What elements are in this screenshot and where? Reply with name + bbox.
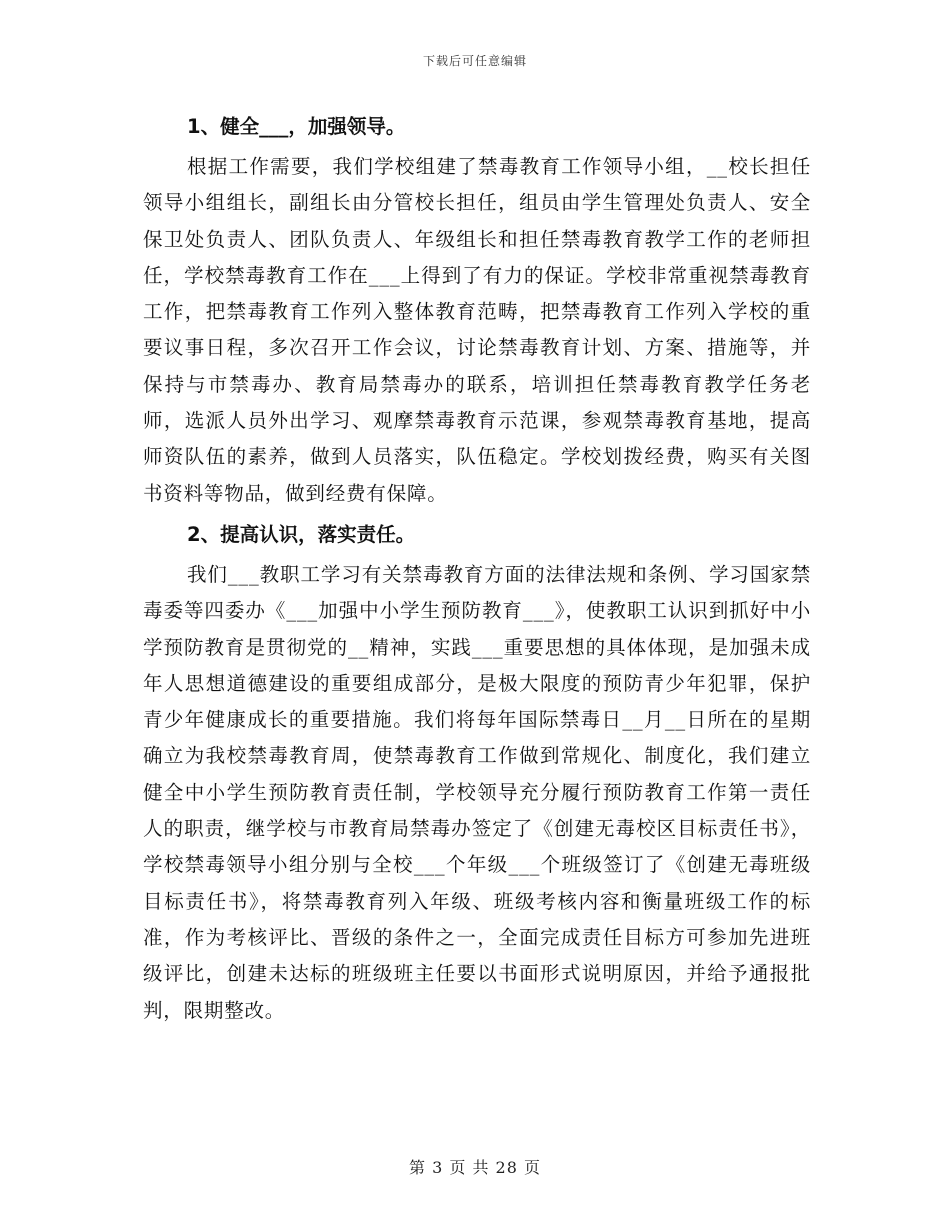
section-2 — [143, 516, 811, 1029]
document-body — [143, 108, 811, 1033]
section-1 — [143, 108, 811, 512]
section-paragraph: 我们___教职工学习有关禁毒教育方面的法律法规和条例、学习国家禁毒委等四委办《___加强中小学生预防教育___》，使教职工认识到抓好中小学预防教育是贯彻党的__精神，实践___重要思想的具体体现，是加强未成年人思想道德建设的重要组成部分，是极大限度的预防青少年犯罪，保护青少年健康成长的重要措施。我们将每年国际禁毒日__月__日所在的星期确立为我校禁毒教育周，使禁毒教育工作做到常规化、制度化，我们建立健全中小学生预防教育责任制，学校领导充分履行预防教育工作第一责任人的职责，继学校与市教育局禁毒办签定了《创建无毒校区目标责任书》，学校禁毒领导小组分别与全校___个年级___个班级签订了《创建无毒班级目标责任书》，将禁毒教育列入年级、班级考核内容和衡量班级工作的标准，作为考核评比、晋级的条件之一，全面完成责任目标方可参加先进班级评比，创建未达标的班级班主任要以书面形式说明原因，并给予通报批判，限期整改。 — [143, 562, 811, 1022]
section-heading: 1、健全___，加强领导。 — [187, 115, 406, 138]
section-paragraph: 根据工作需要，我们学校组建了禁毒教育工作领导小组，__校长担任领导小组组长，副组长由分管校长担任，组员由学生管理处负责人、安全保卫处负责人、团队负责人、年级组长和担任禁毒教育教学工作的老师担任，学校禁毒教育工作在___上得到了有力的保证。学校非常重视禁毒教育工作，把禁毒教育工作列入整体教育范畴，把禁毒教育工作列入学校的重要议事日程，多次召开工作会议，讨论禁毒教育计划、方案、措施等，并保持与市禁毒办、教育局禁毒办的联系，培训担任禁毒教育教学任务老师，选派人员外出学习、观摩禁毒教育示范课，参观禁毒教育基地，提高师资队伍的素养，做到人员落实，队伍稳定。学校划拨经费，购买有关图书资料等物品，做到经费有保障。 — [143, 155, 811, 505]
page-number: 第 3 页 共 28 页 — [409, 1158, 541, 1177]
page-header-note: 下载后可任意编辑 — [422, 54, 527, 68]
section-heading: 2、提高认识，落实责任。 — [187, 522, 416, 546]
